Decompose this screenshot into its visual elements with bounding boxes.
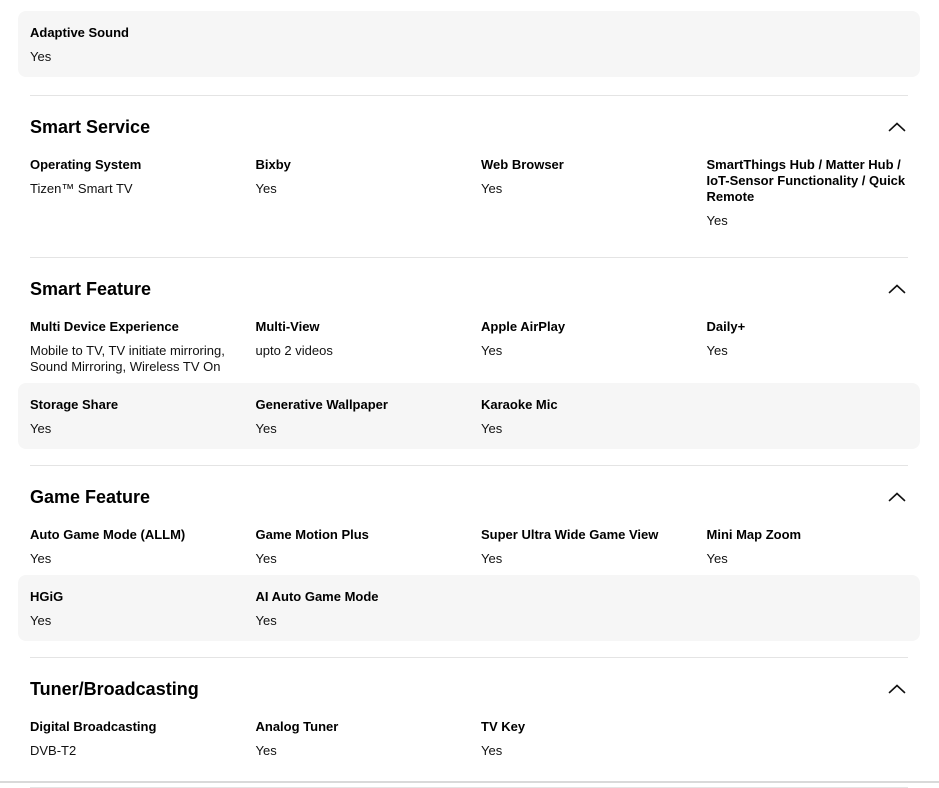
spec-label: Generative Wallpaper	[255, 397, 388, 412]
collapse-section-button[interactable]	[886, 488, 908, 507]
spec-item-smartthings-hub	[707, 157, 909, 229]
section-smart-feature	[30, 257, 908, 449]
spec-value: Mobile to TV, TV initiate mirroring, Sound Mirroring, Wireless TV On	[30, 343, 225, 374]
section-header	[30, 278, 908, 300]
section-header	[30, 116, 908, 138]
spec-item-daily-plus	[707, 319, 909, 375]
chevron-up-icon	[888, 490, 906, 505]
spec-label: Operating System	[30, 157, 142, 172]
section-title-tuner-broadcasting: Tuner/Broadcasting	[30, 679, 199, 699]
spec-value: Yes	[255, 613, 277, 628]
spec-label: HGiG	[30, 589, 64, 604]
spec-value: Yes	[30, 421, 52, 436]
collapse-section-button[interactable]	[886, 680, 908, 699]
spec-label: TV Key	[481, 719, 526, 734]
spec-value: Yes	[481, 181, 503, 196]
spec-label: Storage Share	[30, 397, 119, 412]
spec-cell-empty	[481, 589, 683, 629]
spec-label: Multi Device Experience	[30, 319, 179, 334]
spec-cell-empty	[707, 397, 909, 437]
spec-value: upto 2 videos	[255, 343, 333, 358]
spec-label: Bixby	[255, 157, 291, 172]
spec-item-hgig	[30, 589, 232, 629]
spec-value: Yes	[706, 343, 728, 358]
spec-row	[30, 719, 908, 759]
spec-row	[30, 157, 908, 229]
spec-value: Yes	[30, 551, 52, 566]
spec-item-karaoke-mic	[481, 397, 683, 437]
section-header	[30, 678, 908, 700]
spec-label: Analog Tuner	[255, 719, 339, 734]
spec-item-digital-broadcasting	[30, 719, 232, 759]
spec-item-multi-view	[256, 319, 458, 375]
spec-item-multi-device-experience	[30, 319, 232, 375]
spec-label: Apple AirPlay	[481, 319, 566, 334]
spec-label: Digital Broadcasting	[30, 719, 157, 734]
spec-value: Yes	[255, 743, 277, 758]
section-title-smart-service: Smart Service	[30, 117, 151, 137]
spec-value: Tizen™ Smart TV	[30, 181, 133, 196]
section-game-feature	[30, 465, 908, 641]
section-title-game-feature: Game Feature	[30, 487, 151, 507]
spec-label: SmartThings Hub / Matter Hub / IoT-Sensor Functionality / Quick Remote	[706, 157, 906, 204]
spec-label: Auto Game Mode (ALLM)	[30, 527, 186, 542]
section-tuner-broadcasting	[30, 657, 908, 788]
spec-label: Game Motion Plus	[255, 527, 369, 542]
spec-row-adaptive-sound	[18, 11, 920, 77]
spec-item-ai-auto-game-mode	[256, 589, 458, 629]
spec-value: DVB-T2	[30, 743, 77, 758]
spec-label: Daily+	[706, 319, 746, 334]
spec-label: Multi-View	[255, 319, 320, 334]
spec-label: AI Auto Game Mode	[255, 589, 379, 604]
spec-item-web-browser	[481, 157, 683, 229]
chevron-up-icon	[888, 282, 906, 297]
spec-label: Adaptive Sound	[30, 25, 129, 40]
spec-value: Yes	[706, 551, 728, 566]
spec-label: Web Browser	[481, 157, 564, 172]
spec-item-game-motion-plus	[256, 527, 458, 567]
spec-item-adaptive-sound	[30, 25, 232, 65]
spec-value: Yes	[706, 213, 728, 228]
spec-value: Yes	[481, 421, 503, 436]
spec-label: Mini Map Zoom	[706, 527, 802, 542]
chevron-up-icon	[888, 682, 906, 697]
collapse-section-button[interactable]	[886, 280, 908, 299]
spec-item-auto-game-mode	[30, 527, 232, 567]
spec-value: Yes	[255, 551, 277, 566]
spec-value: Yes	[255, 181, 277, 196]
spec-item-apple-airplay	[481, 319, 683, 375]
chevron-up-icon	[888, 120, 906, 135]
section-smart-service	[30, 95, 908, 229]
spec-item-tv-key	[481, 719, 683, 759]
spec-row	[30, 319, 908, 375]
spec-value: Yes	[481, 551, 503, 566]
spec-cell-empty	[707, 589, 909, 629]
spec-value: Yes	[255, 421, 277, 436]
spec-row	[18, 575, 920, 641]
spec-cell-empty	[707, 719, 909, 759]
spec-value: Yes	[30, 49, 52, 64]
section-header	[30, 486, 908, 508]
spec-value: Yes	[481, 743, 503, 758]
spec-item-mini-map-zoom	[707, 527, 909, 567]
spec-item-analog-tuner	[256, 719, 458, 759]
spec-item-bixby	[256, 157, 458, 229]
collapse-section-button[interactable]	[886, 118, 908, 137]
spec-item-generative-wallpaper	[256, 397, 458, 437]
spec-label: Karaoke Mic	[481, 397, 558, 412]
spec-label: Super Ultra Wide Game View	[481, 527, 659, 542]
spec-value: Yes	[481, 343, 503, 358]
section-title-smart-feature: Smart Feature	[30, 279, 152, 299]
spec-row	[30, 527, 908, 567]
spec-row	[18, 383, 920, 449]
spec-value: Yes	[30, 613, 52, 628]
spec-item-super-ultra-wide-game-view	[481, 527, 683, 567]
spec-item-operating-system	[30, 157, 232, 229]
spec-item-storage-share	[30, 397, 232, 437]
